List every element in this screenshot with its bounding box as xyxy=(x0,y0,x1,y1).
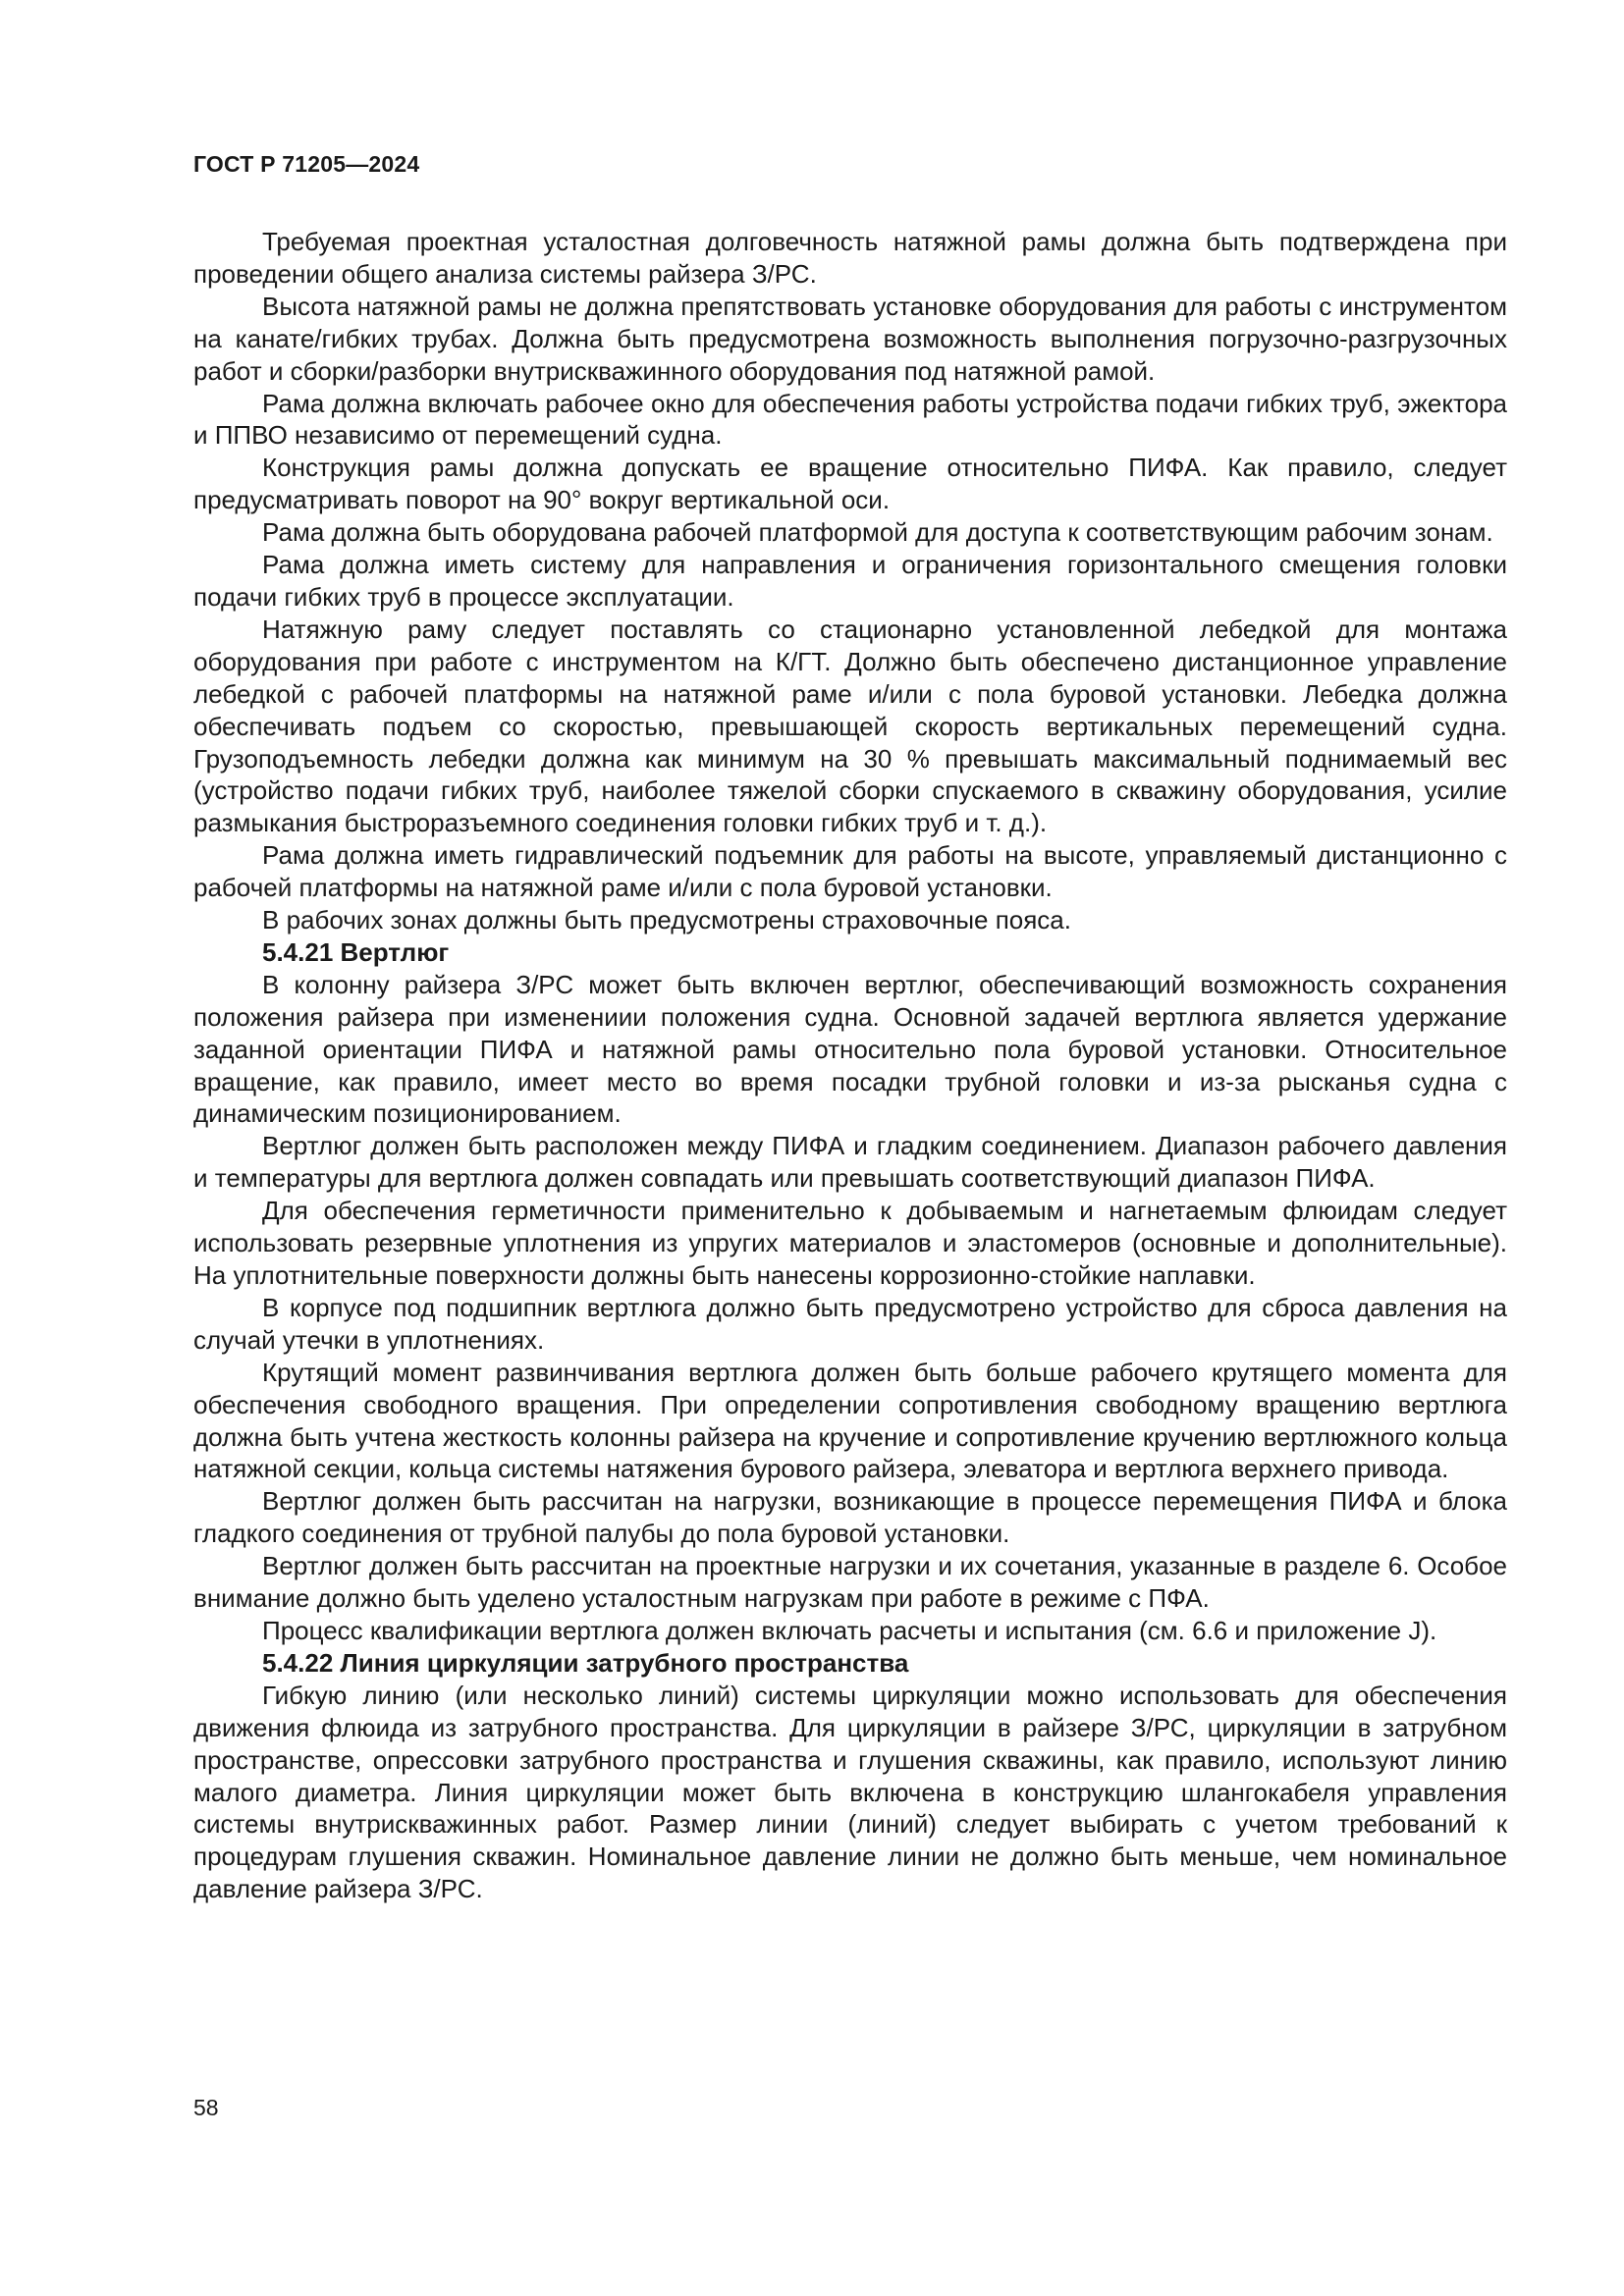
paragraph: Вертлюг должен быть рассчитан на проектные нагрузки и их сочетания, указанные в разделе 6. Особое внимание должно быть уделено усталостным нагрузкам при работе в режиме с ПФА. xyxy=(193,1551,1507,1614)
paragraph: Для обеспечения герметичности применительно к добываемым и нагнетаемым флюидам следует использовать резервные уплотнения из упругих материалов и эластомеров (основные и дополнительные). На уплотнительные поверхности должны быть нанесены коррозионно-стойкие наплавки. xyxy=(193,1196,1507,1290)
paragraph: В рабочих зонах должны быть предусмотрены страховочные пояса. xyxy=(262,905,1071,935)
paragraph: Требуемая проектная усталостная долговечность натяжной рамы должна быть подтверждена при проведении общего анализа системы райзера З/РС. xyxy=(193,227,1507,289)
paragraph: Натяжную раму следует поставлять со стационарно установленной лебедкой для монтажа оборудования при работе с инструментом на К/ГТ. Должно быть обеспечено дистанционное управление лебедкой с рабочей платформы на натяжной раме и/или с пола буровой установки. Лебедка должна обеспечивать подъем со скоростью, превышающей скорость вертикальных перемещений судна. Грузоподъемность лебедки должна как минимум на 30 % превышать максимальный поднимаемый вес (устройство подачи гибких труб, наиболее тяжелой сборки спускаемого в скважину оборудования, усилие размыкания быстроразъемного соединения головки гибких труб и т. д.). xyxy=(193,614,1507,838)
paragraph: Конструкция рамы должна допускать ее вращение относительно ПИФА. Как правило, следует предусматривать поворот на 90° вокруг вертикальной оси. xyxy=(193,453,1507,515)
paragraph: Процесс квалификации вертлюга должен включать расчеты и испытания (см. 6.6 и приложение J). xyxy=(262,1615,1437,1645)
page-body xyxy=(193,226,1507,1905)
paragraph: Рама должна быть оборудована рабочей платформой для доступа к соответствующим рабочим зонам. xyxy=(262,517,1493,548)
paragraph: Рама должна иметь систему для направления и ограничения горизонтального смещения головки подачи гибких труб в процессе эксплуатации. xyxy=(193,550,1507,612)
section-heading-swivel: 5.4.21 Вертлюг xyxy=(262,936,450,967)
page-number: 58 xyxy=(193,2095,219,2120)
paragraph: Крутящий момент развинчивания вертлюга должен быть больше рабочего крутящего момента для обеспечения свободного вращения. При определении сопротивления свободному вращению вертлюга должна быть учтена жесткость колонны райзера на кручение и сопротивление кручению вертлюжного кольца натяжной секции, кольца системы натяжения бурового райзера, элеватора и вертлюга верхнего привода. xyxy=(193,1357,1507,1484)
paragraph: Высота натяжной рамы не должна препятствовать установке оборудования для работы с инструментом на канате/гибких трубах. Должна быть предусмотрена возможность выполнения погрузочно-разгрузочных работ и сборки/разборки внутрискважинного оборудования под натяжной рамой. xyxy=(193,291,1507,386)
paragraph: Вертлюг должен быть расположен между ПИФА и гладким соединением. Диапазон рабочего давления и температуры для вертлюга должен совпадать или превышать соответствующий диапазон ПИФА. xyxy=(193,1131,1507,1194)
paragraph: Гибкую линию (или несколько линий) системы циркуляции можно использовать для обеспечения движения флюида из затрубного пространства. Для циркуляции в райзере З/РС, циркуляции в затрубном пространстве, опрессовки затрубного пространства и глушения скважины, как правило, используют линию малого диаметра. Линия циркуляции может быть включена в конструкцию шлангокабеля управления системы внутрискважинных работ. Размер линии (линий) следует выбирать с учетом требований к процедурам глушения скважин. Номинальное давление линии не должно быть меньше, чем номинальное давление райзера З/РС. xyxy=(193,1680,1507,1904)
paragraph: В колонну райзера З/РС может быть включен вертлюг, обеспечивающий возможность сохранения положения райзера при изменениии положения судна. Основной задачей вертлюга является удержание заданной ориентации ПИФА и натяжной рамы относительно пола буровой установки. Относительное вращение, как правило, имеет место во время посадки трубной головки и из-за рысканья судна с динамическим позиционированием. xyxy=(193,969,1507,1129)
paragraph: Рама должна иметь гидравлический подъемник для работы на высоте, управляемый дистанционно с рабочей платформы на натяжной раме и/или с пола буровой установки. xyxy=(193,840,1507,903)
document-code-header: ГОСТ Р 71205—2024 xyxy=(193,151,420,177)
paragraph: Рама должна включать рабочее окно для обеспечения работы устройства подачи гибких труб, эжектора и ППВО независимо от перемещений судна. xyxy=(193,388,1507,451)
paragraph: В корпусе под подшипник вертлюга должно быть предусмотрено устройство для сброса давления на случай утечки в уплотнениях. xyxy=(193,1292,1507,1355)
paragraph: Вертлюг должен быть рассчитан на нагрузки, возникающие в процессе перемещения ПИФА и блока гладкого соединения от трубной палубы до пола буровой установки. xyxy=(193,1486,1507,1549)
section-heading-annulus-circulation-line: 5.4.22 Линия циркуляции затрубного пространства xyxy=(262,1647,909,1678)
